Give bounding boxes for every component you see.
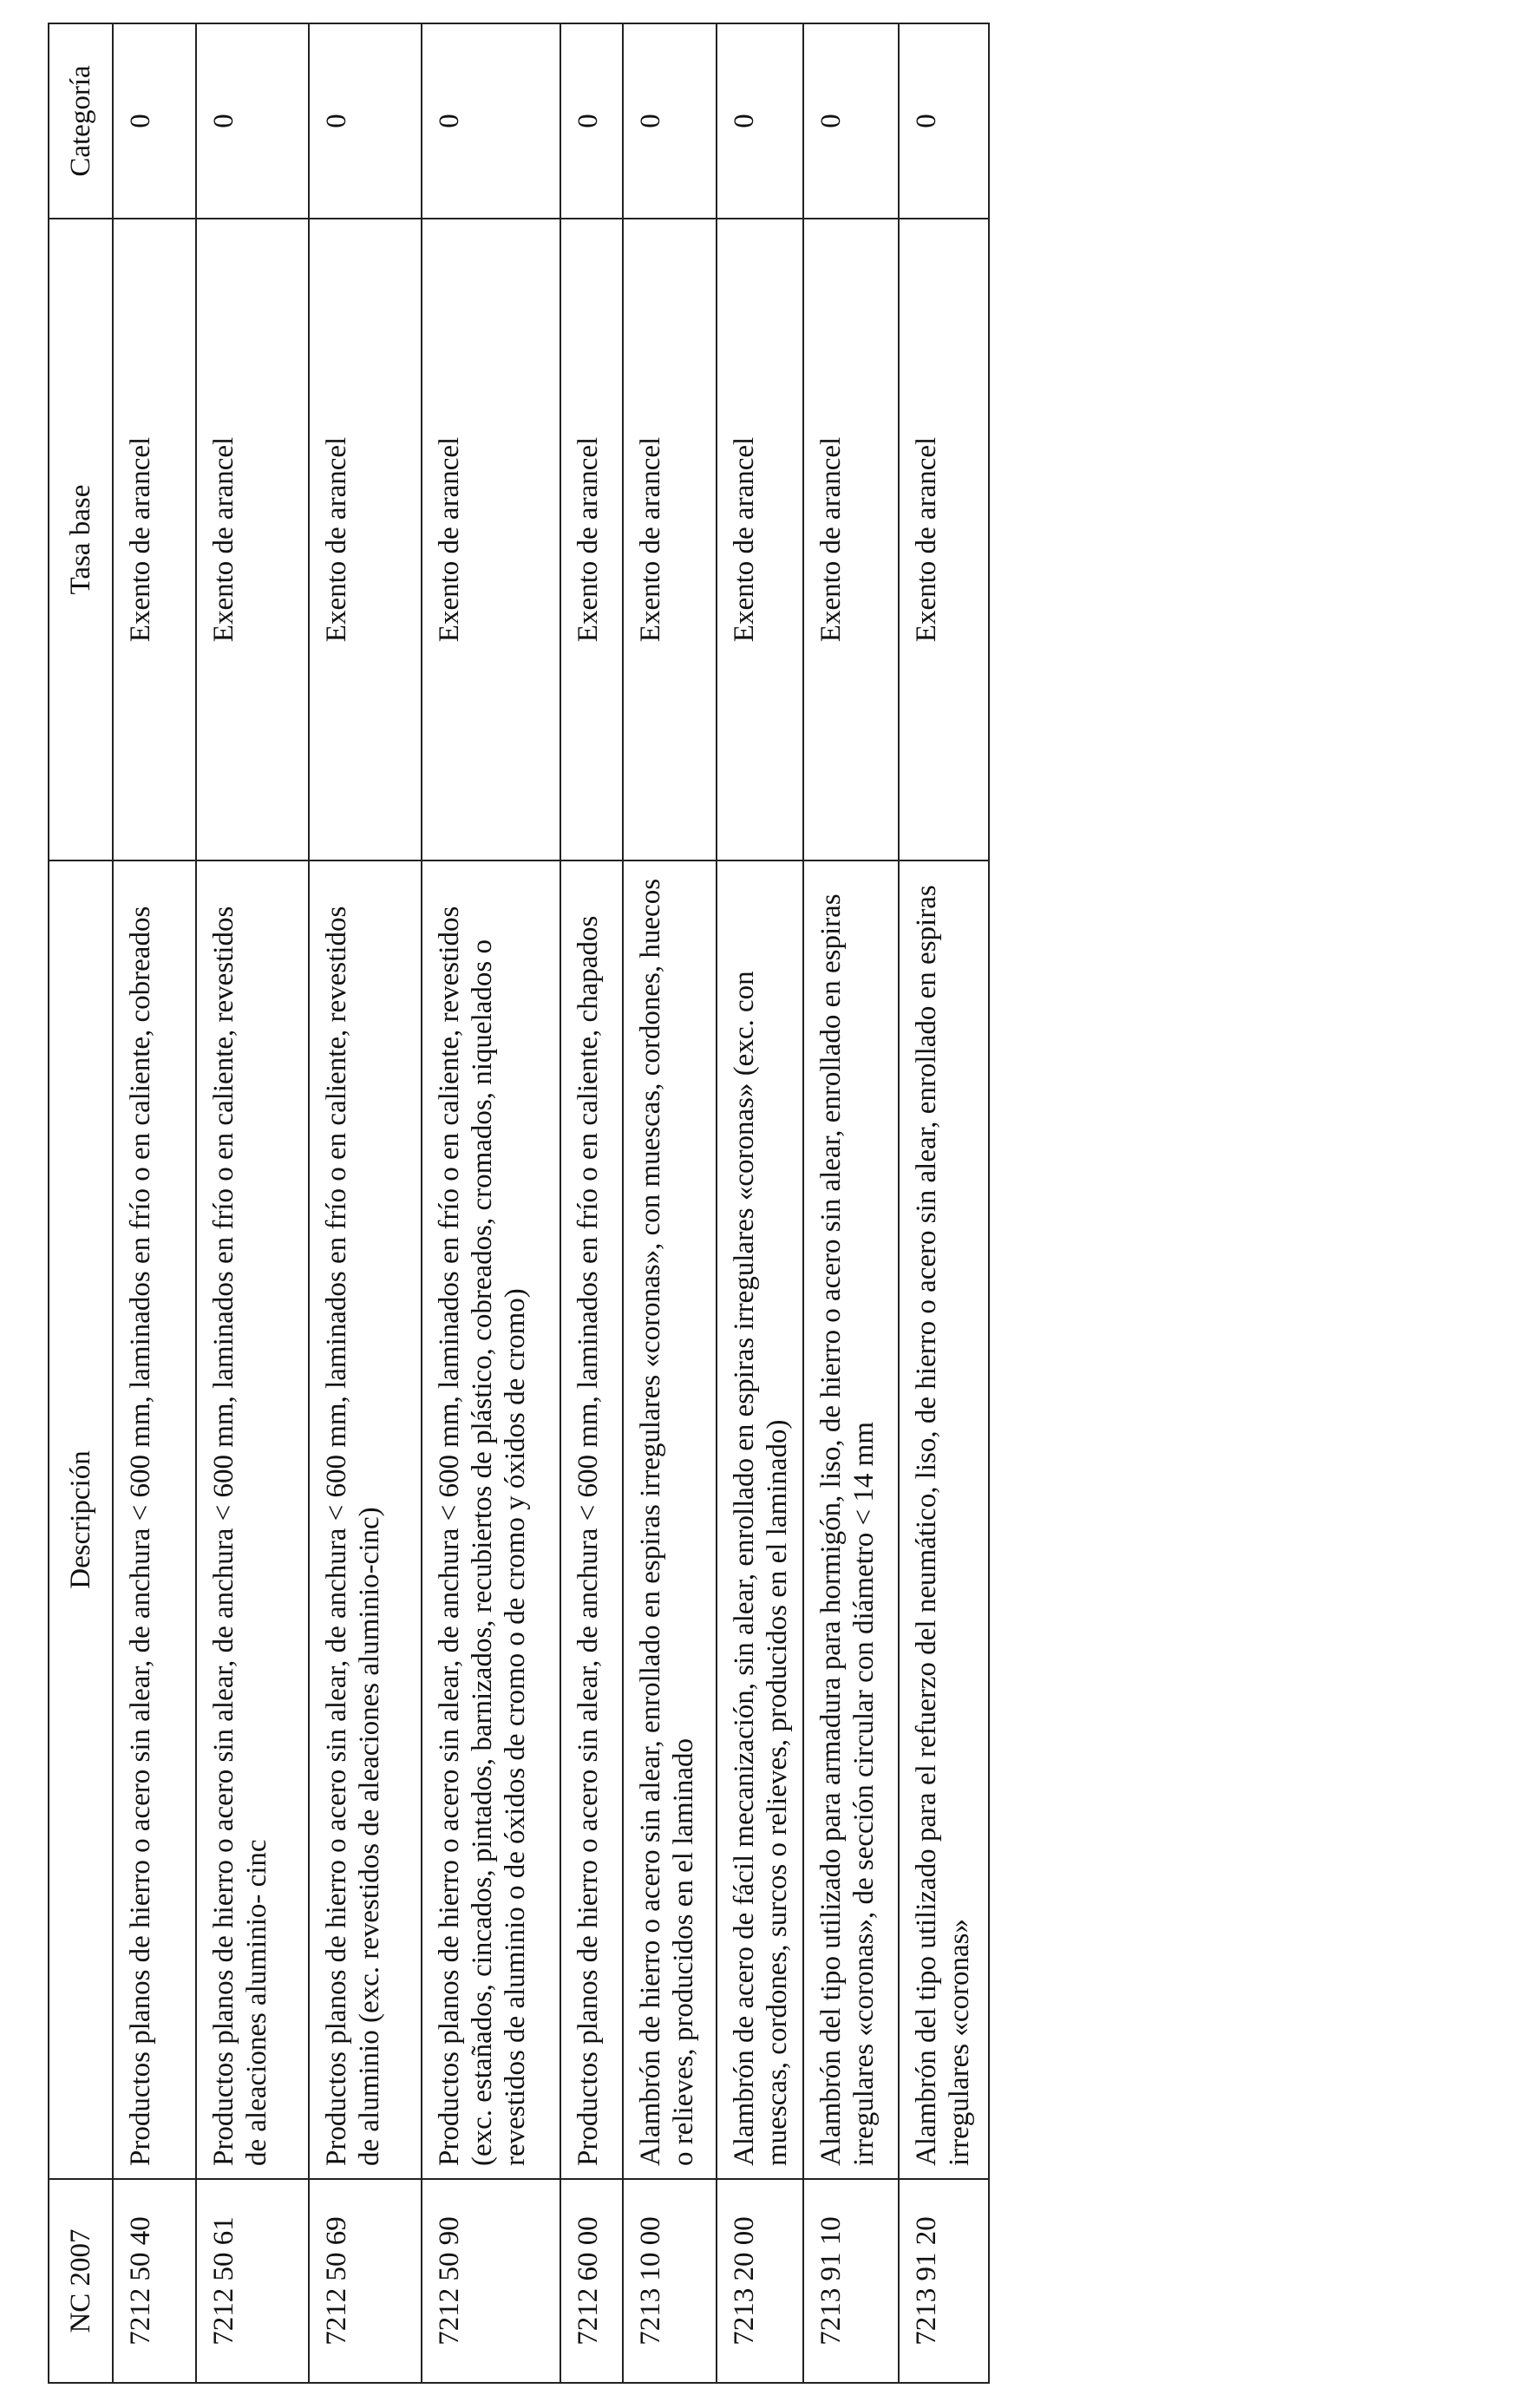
cell-rate: Exento de arancel [560,219,623,860]
tariff-table [48,23,990,2384]
table-row [422,23,560,2383]
cell-rate: Exento de arancel [196,219,309,860]
cell-description: Productos planos de hierro o acero sin alear, de anchura < 600 mm, laminados en frío o en caliente, cobreados [113,860,196,2179]
cell-description: Alambrón del tipo utilizado para el refuerzo del neumático, liso, de hierro o acero sin alear, enrollado en espiras irregulares «coronas» [899,860,989,2179]
table-row [113,23,196,2383]
cell-code: 7213 91 20 [899,2179,989,2383]
cell-rate: Exento de arancel [717,219,803,860]
cell-code: 7212 50 69 [309,2179,422,2383]
cell-code: 7212 50 61 [196,2179,309,2383]
cell-description: Productos planos de hierro o acero sin alear, de anchura < 600 mm, laminados en frío o en caliente, revestidos de aluminio (exc. revestidos de aleaciones aluminio-cinc) [309,860,422,2179]
cell-category: 0 [422,23,560,219]
table-row [196,23,309,2383]
cell-category: 0 [803,23,899,219]
table-header [49,23,113,2383]
cell-rate: Exento de arancel [899,219,989,860]
cell-category: 0 [717,23,803,219]
cell-rate: Exento de arancel [113,219,196,860]
cell-code: 7213 91 10 [803,2179,899,2383]
cell-code: 7213 20 00 [717,2179,803,2383]
table-row [717,23,803,2383]
header-category: Categoría [49,23,113,219]
cell-code: 7212 50 40 [113,2179,196,2383]
table-row [803,23,899,2383]
cell-description: Alambrón de acero de fácil mecanización, sin alear, enrollado en espiras irregulares «coronas» (exc. con muescas, cordones, surcos o relieves, producidos en el laminado) [717,860,803,2179]
header-row [49,23,113,2383]
header-code: NC 2007 [49,2179,113,2383]
cell-code: 7213 10 00 [623,2179,717,2383]
table-row [560,23,623,2383]
tariff-table-rotated [48,24,975,2384]
table-row [623,23,717,2383]
cell-rate: Exento de arancel [309,219,422,860]
cell-rate: Exento de arancel [623,219,717,860]
table-body [113,23,989,2383]
cell-description: Alambrón de hierro o acero sin alear, enrollado en espiras irregulares «coronas», con muescas, cordones, huecos o relieves, producidos en el laminado [623,860,717,2179]
cell-description: Productos planos de hierro o acero sin alear, de anchura < 600 mm, laminados en frío o en caliente, revestidos de aleaciones aluminio- cinc [196,860,309,2179]
header-rate: Tasa base [49,219,113,860]
cell-description: Productos planos de hierro o acero sin alear, de anchura < 600 mm, laminados en frío o en caliente, revestidos (exc. estañados, cincados, pintados, barnizados, recubiertos de plástico, cobreados, cromados, niquelados o revestidos de aluminio o de óxidos de cromo o de cromo y óxidos de cromo) [422,860,560,2179]
cell-code: 7212 60 00 [560,2179,623,2383]
cell-rate: Exento de arancel [803,219,899,860]
cell-category: 0 [113,23,196,219]
cell-category: 0 [309,23,422,219]
cell-rate: Exento de arancel [422,219,560,860]
header-description: Descripción [49,860,113,2179]
table-row [309,23,422,2383]
cell-category: 0 [560,23,623,219]
table-row [899,23,989,2383]
cell-category: 0 [623,23,717,219]
cell-category: 0 [899,23,989,219]
cell-description: Productos planos de hierro o acero sin alear, de anchura < 600 mm, laminados en frío o en caliente, chapados [560,860,623,2179]
cell-code: 7212 50 90 [422,2179,560,2383]
cell-category: 0 [196,23,309,219]
cell-description: Alambrón del tipo utilizado para armadura para hormigón, liso, de hierro o acero sin alear, enrollado en espiras irregulares «coronas», de sección circular con diámetro < 14 mm [803,860,899,2179]
